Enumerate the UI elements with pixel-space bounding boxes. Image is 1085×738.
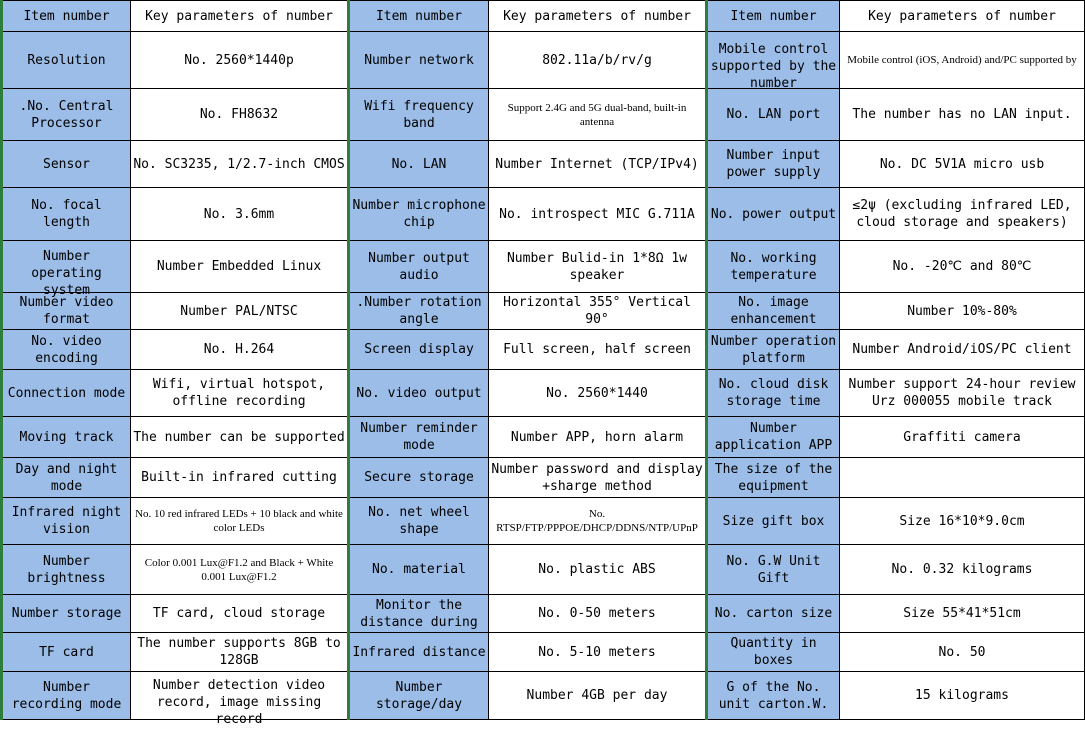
item-name-cell (2, 293, 131, 330)
item-name-text: Number microphone chip (352, 198, 486, 230)
parameter-value-text: ≤2ψ (excluding infrared LED, cloud storage and speakers) (852, 198, 1072, 230)
item-name-text: Number storage (11, 606, 122, 621)
item-name-text: Mobile control supported by the number (710, 42, 837, 91)
parameter-value-text: Support 2.4G and 5G dual-band, built-in antenna (507, 101, 687, 128)
item-name-cell (707, 633, 840, 672)
item-name-cell (2, 141, 131, 188)
parameter-value-text: Number detection video record, image missing record (152, 677, 326, 727)
parameter-value-text: The number can be supported (133, 429, 345, 445)
item-name-text: Secure storage (364, 470, 474, 485)
parameter-value-text: Number Android/iOS/PC client (852, 342, 1072, 357)
item-name-text: No. focal length (31, 198, 102, 230)
item-name-cell (707, 417, 840, 458)
item-name-cell (2, 595, 131, 633)
parameter-value-cell (840, 545, 1085, 595)
item-name-text: Number network (364, 52, 474, 68)
parameter-value-cell (840, 293, 1085, 330)
item-name-text: No. LAN (391, 156, 447, 172)
parameter-value-cell (840, 498, 1085, 545)
parameter-value-text: Size 16*10*9.0cm (899, 513, 1025, 529)
item-name-text: Wifi frequency band (364, 98, 474, 131)
parameter-value-cell (131, 458, 349, 498)
parameter-value-cell (840, 141, 1085, 188)
item-name-cell (2, 498, 131, 545)
parameter-value-text: Mobile control (iOS, Android) and/PC supported by (847, 54, 1077, 66)
item-name-cell (349, 32, 489, 89)
table-row (2, 458, 1085, 498)
parameter-value-text: No. 3.6mm (203, 206, 275, 222)
parameter-value-cell (489, 32, 707, 89)
table-row (2, 370, 1085, 417)
item-name-text: Number output audio (368, 250, 470, 283)
parameter-value-cell (840, 633, 1085, 672)
parameter-value-cell (489, 89, 707, 141)
item-name-text: No. video encoding (31, 333, 102, 366)
item-name-cell (707, 89, 840, 141)
parameter-value-text: No. 50 (938, 644, 986, 660)
item-name-cell (707, 293, 840, 330)
item-name-text: Number input power supply (726, 148, 821, 180)
item-name-text: No. material (372, 562, 466, 577)
item-name-text: No. G.W Unit Gift (726, 553, 821, 586)
parameter-value-text: The number supports 8GB to 128GB (137, 636, 341, 668)
parameter-value-cell (131, 241, 349, 293)
parameter-value-cell (489, 141, 707, 188)
table-row (2, 545, 1085, 595)
parameter-value-text: Number PAL/NTSC (180, 303, 298, 319)
item-name-cell (707, 188, 840, 241)
item-name-cell (349, 330, 489, 370)
parameter-value-cell (131, 141, 349, 188)
header-item-number-1: Item number (2, 1, 131, 32)
parameter-value-text: Number Internet (TCP/IPv4) (495, 156, 699, 172)
parameter-value-text: 15 kilograms (915, 688, 1009, 703)
item-name-text: No. cloud disk storage time (718, 377, 829, 409)
parameter-value-text: No. RTSP/FTP/PPPOE/DHCP/DDNS/NTP/UPnP (496, 508, 698, 534)
item-name-text: Size gift box (722, 513, 825, 529)
item-name-cell (707, 330, 840, 370)
item-name-cell (707, 32, 840, 89)
parameter-value-text: The number has no LAN input. (852, 107, 1072, 122)
header-row (2, 1, 1085, 32)
item-name-cell (2, 188, 131, 241)
parameter-value-cell (840, 672, 1085, 720)
parameter-value-text: Number Embedded Linux (156, 259, 322, 274)
item-name-cell (349, 370, 489, 417)
parameter-value-text: Full screen, half screen (503, 342, 691, 357)
item-name-text: Number brightness (27, 553, 106, 586)
parameter-value-text: Number 10%-80% (907, 303, 1017, 319)
parameter-value-text: Color 0.001 Lux@F1.2 and Black + White 0.001 Lux@F1.2 (144, 556, 334, 583)
item-name-cell (349, 672, 489, 720)
parameter-value-text: No. SC3235, 1/2.7-inch CMOS (133, 156, 345, 172)
item-name-text: Sensor (43, 156, 90, 172)
parameter-value-cell (489, 633, 707, 672)
parameter-value-cell (131, 417, 349, 458)
item-name-cell (349, 241, 489, 293)
item-name-text: Day and night mode (15, 461, 118, 494)
item-name-cell (2, 633, 131, 672)
item-name-cell (349, 188, 489, 241)
table-row (2, 293, 1085, 330)
parameter-value-text: No. H.264 (203, 342, 275, 357)
table-row (2, 141, 1085, 188)
item-name-cell (707, 370, 840, 417)
parameter-value-cell (489, 545, 707, 595)
item-name-cell (349, 545, 489, 595)
parameter-value-cell (840, 188, 1085, 241)
item-name-cell (707, 458, 840, 498)
item-name-text: No. video output (356, 385, 482, 401)
table-row (2, 32, 1085, 89)
item-name-cell (2, 417, 131, 458)
table-row (2, 330, 1085, 370)
item-name-text: No. net wheel shape (368, 505, 470, 537)
parameter-value-cell (131, 545, 349, 595)
item-name-text: TF card (39, 644, 94, 660)
item-name-text: No. LAN port (726, 107, 821, 122)
item-name-cell (2, 545, 131, 595)
spec-table-body (2, 1, 1085, 727)
parameter-value-cell (489, 330, 707, 370)
item-name-cell (2, 330, 131, 370)
item-name-cell (349, 293, 489, 330)
item-name-cell (707, 545, 840, 595)
item-name-cell (2, 32, 131, 89)
parameter-value-cell (489, 417, 707, 458)
parameter-value-text: No. 10 red infrared LEDs + 10 black and white color LEDs (135, 508, 343, 534)
item-name-cell (349, 633, 489, 672)
item-name-text: Screen display (364, 342, 474, 357)
parameter-value-cell (131, 633, 349, 672)
item-name-cell (349, 417, 489, 458)
parameter-value-cell (131, 293, 349, 330)
item-name-text: The size of the equipment (714, 461, 833, 494)
parameter-value-text: Number 4GB per day (526, 688, 668, 703)
parameter-value-text: Graffiti camera (903, 429, 1021, 445)
item-name-cell (349, 498, 489, 545)
item-name-text: Connection mode (7, 385, 126, 401)
parameter-value-cell (131, 672, 349, 727)
item-name-text: No. power output (710, 206, 837, 222)
parameter-value-cell (840, 595, 1085, 633)
item-name-text: No. carton size (714, 606, 833, 621)
table-row (2, 188, 1085, 241)
parameter-value-cell (131, 370, 349, 417)
item-name-text: No. working temperature (730, 250, 817, 283)
parameter-value-text: No. introspect MIC G.711A (499, 206, 695, 222)
header-key-parameters-1: Key parameters of number (131, 1, 349, 32)
parameter-value-cell (131, 595, 349, 633)
table-row (2, 595, 1085, 633)
parameter-value-text: 802.11a/b/rv/g (542, 52, 652, 68)
item-name-text: .No. Central Processor (19, 98, 114, 131)
parameter-value-text: Horizontal 355° Vertical 90° (503, 295, 691, 327)
table-row (2, 241, 1085, 293)
parameter-value-text: Number Bulid-in 1*8Ω 1w speaker (506, 250, 687, 283)
parameter-value-cell (489, 458, 707, 498)
table-row (2, 633, 1085, 672)
parameter-value-cell (840, 458, 1085, 498)
item-name-cell (707, 141, 840, 188)
parameter-value-cell (489, 188, 707, 241)
parameter-value-text: No. FH8632 (199, 107, 279, 122)
item-name-text: Number storage/day (375, 679, 463, 712)
item-name-text: G of the No. unit carton.W. (718, 679, 829, 712)
parameter-value-cell (489, 241, 707, 293)
item-name-cell (2, 89, 131, 141)
item-name-cell (2, 672, 131, 720)
parameter-value-cell (840, 417, 1085, 458)
parameter-value-text: No. 5-10 meters (538, 644, 656, 660)
parameter-value-text: No. plastic ABS (538, 562, 656, 577)
parameter-value-text: Built-in infrared cutting (141, 470, 337, 485)
parameter-value-cell (131, 498, 349, 545)
item-name-cell (2, 370, 131, 417)
table-row (2, 498, 1085, 545)
item-name-cell (349, 141, 489, 188)
parameter-value-cell (489, 595, 707, 633)
header-key-parameters-3: Key parameters of number (840, 1, 1085, 32)
parameter-value-text: No. 2560*1440 (546, 385, 648, 401)
parameter-value-text: Wifi, virtual hotspot, offline recording (152, 377, 326, 409)
parameter-value-cell (489, 370, 707, 417)
parameter-value-cell (489, 498, 707, 545)
parameter-value-text: Number support 24-hour review Urz 000055 mobile track (848, 377, 1076, 409)
item-name-cell (707, 241, 840, 293)
parameter-value-text: No. 2560*1440p (184, 52, 294, 68)
header-item-number-3: Item number (707, 1, 840, 32)
item-name-text: Quantity in boxes (730, 636, 817, 668)
parameter-value-text: TF card, cloud storage (152, 606, 326, 621)
parameter-value-cell (840, 370, 1085, 417)
header-key-parameters-2: Key parameters of number (489, 1, 707, 32)
item-name-text: No. image enhancement (730, 295, 817, 327)
parameter-value-text: No. 0-50 meters (538, 606, 656, 621)
table-row (2, 417, 1085, 458)
parameter-value-text: No. -20℃ and 80℃ (892, 259, 1032, 274)
parameter-value-text: Number APP, horn alarm (510, 429, 684, 445)
item-name-text: Number recording mode (11, 679, 122, 712)
header-item-number-2: Item number (349, 1, 489, 32)
item-name-cell (707, 672, 840, 720)
parameter-value-cell (489, 672, 707, 720)
parameter-value-cell (840, 89, 1085, 141)
parameter-value-cell (131, 89, 349, 141)
item-name-cell (2, 458, 131, 498)
item-name-text: Number application APP (714, 421, 833, 453)
item-name-text: .Number rotation angle (356, 295, 482, 327)
parameter-value-cell (840, 330, 1085, 370)
item-name-text: Number video format (19, 295, 114, 327)
parameter-value-cell (840, 241, 1085, 293)
parameter-value-text: No. DC 5V1A micro usb (879, 156, 1045, 172)
parameter-value-cell (131, 32, 349, 89)
item-name-text: Moving track (19, 429, 114, 445)
item-name-cell (349, 458, 489, 498)
table-row (2, 89, 1085, 141)
parameter-value-text: Size 55*41*51cm (903, 606, 1021, 621)
parameter-value-cell (131, 330, 349, 370)
item-name-cell (349, 595, 489, 633)
item-name-cell (707, 595, 840, 633)
parameter-value-text: No. 0.32 kilograms (891, 562, 1033, 577)
parameter-value-cell (489, 293, 707, 330)
item-name-cell (2, 241, 131, 298)
item-name-text: Monitor the distance during (360, 597, 478, 630)
parameter-value-cell (840, 32, 1085, 89)
item-name-cell (349, 89, 489, 141)
item-name-text: Infrared distance (352, 644, 486, 660)
parameter-value-cell (131, 188, 349, 241)
item-name-text: Number reminder mode (360, 421, 478, 453)
parameter-value-text: Number password and display +sharge method (491, 461, 703, 494)
item-name-text: Number operating system (31, 248, 102, 298)
item-name-text: Number operation platform (710, 333, 837, 366)
item-name-text: Resolution (27, 52, 106, 68)
item-name-cell (707, 498, 840, 545)
table-row (2, 672, 1085, 720)
item-name-text: Infrared night vision (11, 505, 122, 537)
